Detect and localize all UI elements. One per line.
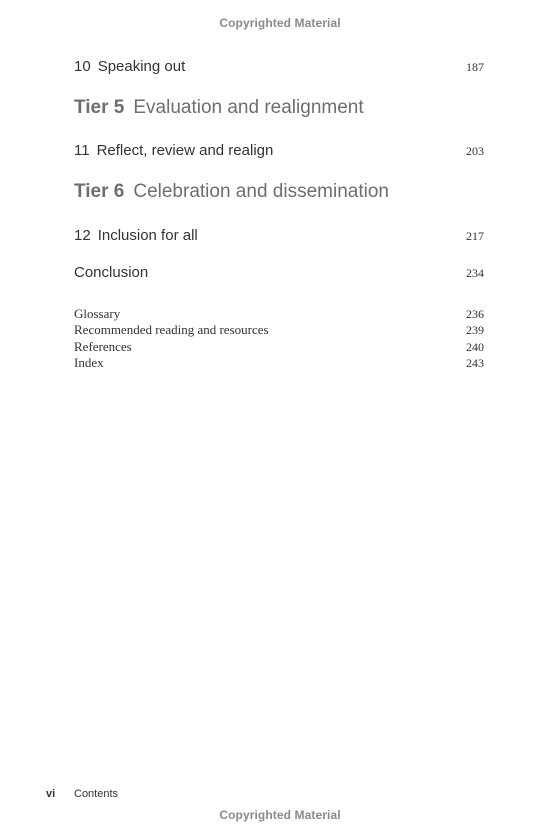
toc-entry-chapter-10[interactable] [74, 58, 484, 75]
page-number: 240 [466, 340, 484, 354]
chapter-number: 12 [74, 227, 91, 244]
chapter-title: Inclusion for all [97, 227, 198, 244]
toc-entry-glossary[interactable] [74, 306, 484, 322]
copyright-watermark-bottom: Copyrighted Material [219, 808, 341, 822]
conclusion-title: Conclusion [74, 264, 149, 281]
page-number: 187 [466, 60, 484, 74]
toc-entry-conclusion[interactable] [74, 264, 484, 281]
page-number: 217 [466, 229, 484, 243]
chapter-heading [74, 142, 273, 159]
tier-heading-5 [74, 97, 364, 119]
toc-entry-chapter-12[interactable] [74, 227, 484, 244]
page-number: 234 [466, 266, 484, 280]
tier-title: Celebration and dissemination [133, 181, 389, 202]
toc-entry-references[interactable] [74, 339, 484, 355]
page-number: 243 [466, 356, 484, 370]
backmatter-title: Index [74, 355, 104, 370]
toc-entry-recommended-reading[interactable] [74, 322, 484, 338]
page-number: 236 [466, 307, 484, 321]
toc-entry-index[interactable] [74, 355, 484, 371]
chapter-title: Reflect, review and realign [96, 142, 274, 159]
chapter-title: Speaking out [97, 58, 186, 75]
backmatter-title: Recommended reading and resources [74, 322, 269, 337]
copyright-watermark-top: Copyrighted Material [219, 16, 341, 30]
chapter-heading [74, 227, 198, 244]
page-number: 203 [466, 144, 484, 158]
tier-title: Evaluation and realignment [133, 97, 364, 118]
tier-label: Tier 6 [74, 181, 125, 202]
chapter-number: 10 [74, 58, 91, 75]
toc-entry-chapter-11[interactable] [74, 142, 484, 159]
footer-section-title: Contents [74, 788, 119, 800]
footer-page-number: vi [46, 788, 56, 800]
chapter-number: 11 [74, 142, 90, 159]
tier-heading-6 [74, 181, 389, 203]
backmatter-title: Glossary [74, 306, 121, 321]
backmatter-title: References [74, 339, 132, 354]
tier-label: Tier 5 [74, 97, 125, 118]
chapter-heading [74, 58, 185, 75]
page-number: 239 [466, 323, 484, 337]
